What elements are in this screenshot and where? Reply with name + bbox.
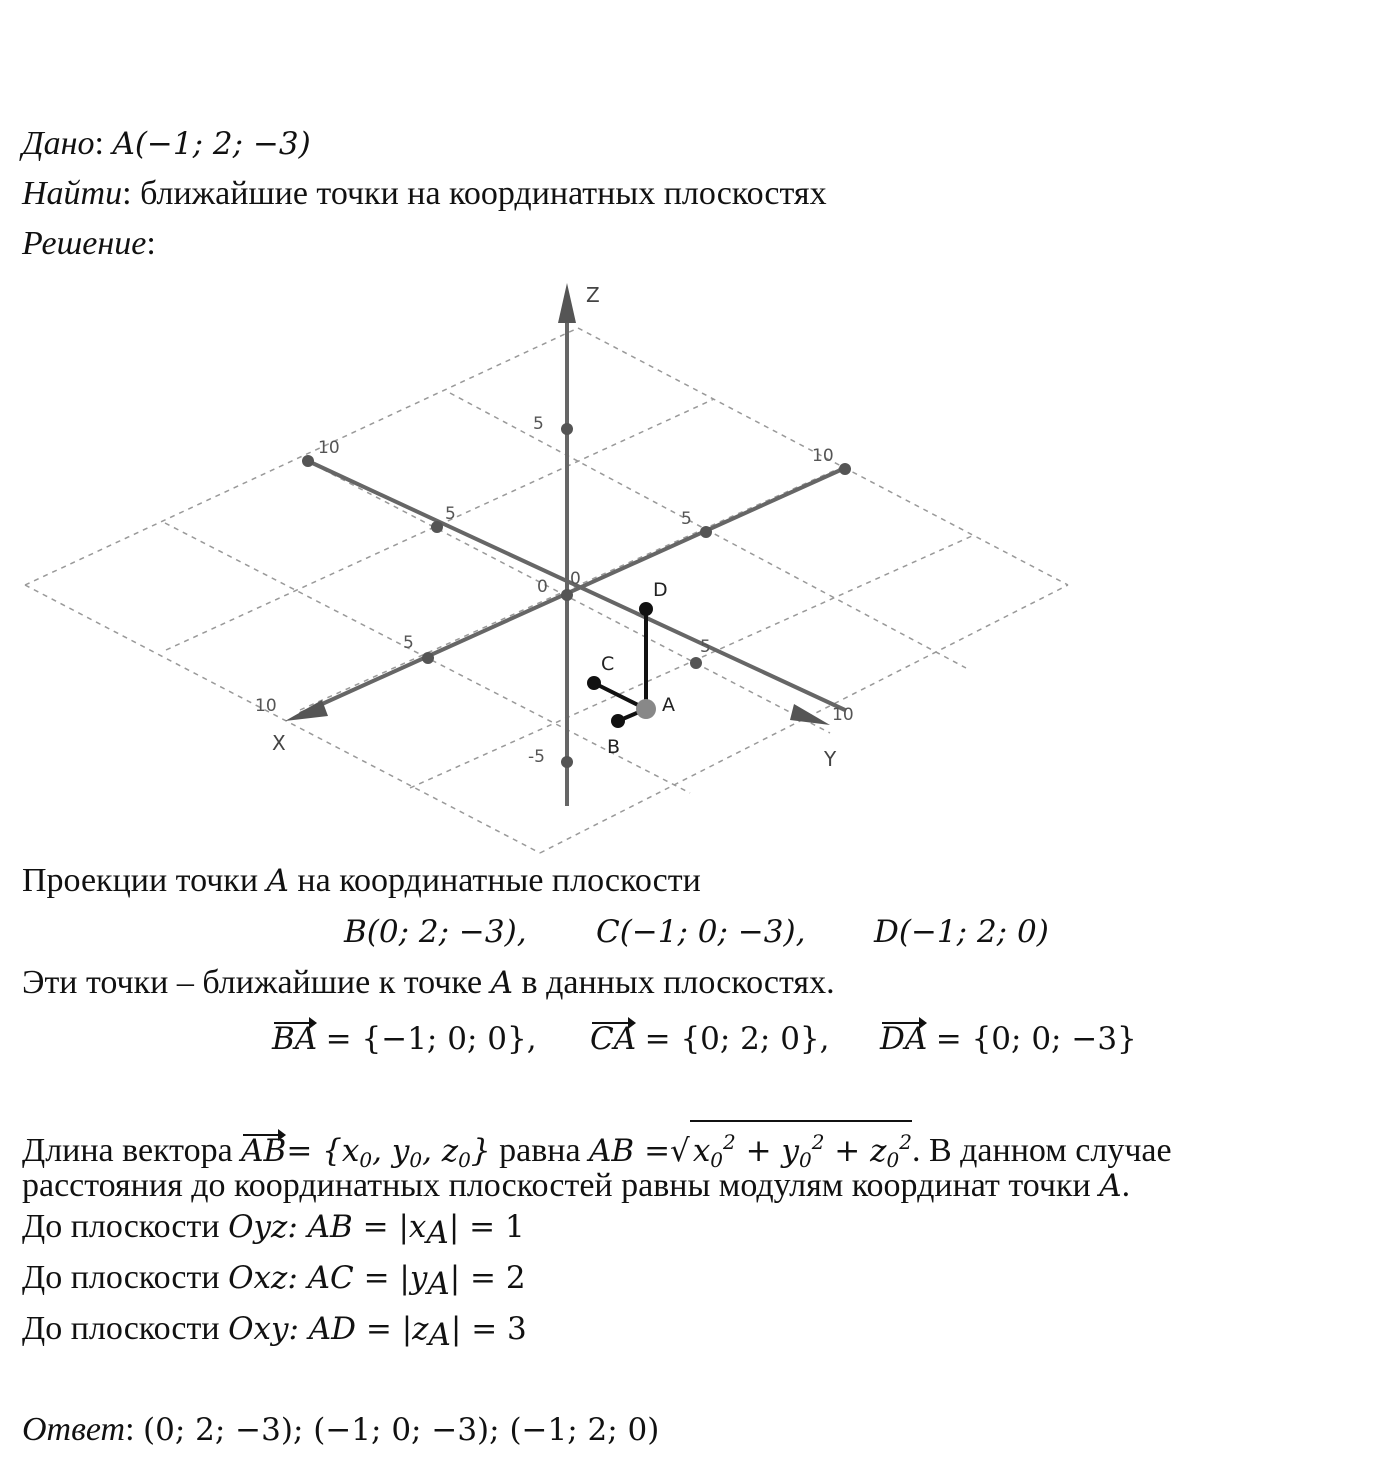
length-line2-point: A xyxy=(1099,1168,1122,1204)
projections-intro xyxy=(22,861,701,901)
point-d xyxy=(639,602,653,616)
axis-label-x: X xyxy=(272,731,286,755)
axis-label-y: Y xyxy=(824,747,837,771)
distance-sub: A xyxy=(426,1215,449,1251)
given-label: Дано xyxy=(22,125,95,162)
axis-label-z: Z xyxy=(586,283,600,307)
vector-ca-value: = {0; 2; 0}, xyxy=(644,1021,830,1057)
tick-label: 0 xyxy=(570,569,581,589)
y-arrow xyxy=(790,704,830,725)
projections-intro-prefix: Проекции точки xyxy=(22,862,259,899)
vector-ba xyxy=(272,1019,537,1059)
tick-label: 5 xyxy=(403,633,414,653)
tick-labels xyxy=(255,414,854,767)
distance-prefix: До плоскости xyxy=(22,1259,220,1296)
find-value: ближайшие точки на координатных плоскостях xyxy=(140,175,827,212)
distance-sub: A xyxy=(427,1266,450,1302)
answer-label: Ответ xyxy=(22,1411,126,1448)
answer-line: Ответ: (0; 2; −3); (−1; 0; −3); (−1; 2; 0) xyxy=(22,1411,660,1448)
axis-labels xyxy=(272,283,837,771)
answer-value: (0; 2; −3); (−1; 0; −3); (−1; 2; 0) xyxy=(143,1412,660,1448)
vector-da-name: DA xyxy=(880,1021,928,1057)
point-label-b: B xyxy=(607,736,621,758)
find-line: Найти: ближайшие точки на координатных плоскостях xyxy=(22,175,827,212)
point-label-c: C xyxy=(601,653,615,675)
distance-expr: : AB = |x xyxy=(287,1209,427,1245)
length-line-2 xyxy=(22,1166,1130,1206)
nearest-line xyxy=(22,963,835,1003)
nearest-prefix: Эти точки – ближайшие к точке xyxy=(22,964,483,1001)
given-line: Дано: A(−1; 2; −3) xyxy=(22,125,311,162)
length-text3: . В данном случае xyxy=(911,1132,1172,1169)
root-x: x xyxy=(692,1133,711,1169)
root-z: + z xyxy=(834,1133,887,1169)
z-arrow xyxy=(558,283,576,323)
tick-points xyxy=(302,423,851,768)
tick-label: 0 xyxy=(537,577,548,597)
distance-plane: Oxz xyxy=(228,1260,288,1296)
point-labels xyxy=(601,579,675,758)
distance-expr: : AC = |y xyxy=(287,1260,428,1296)
sup-index: 2 xyxy=(899,1130,912,1154)
vector-ca xyxy=(590,1019,830,1059)
projections-intro-point: A xyxy=(266,863,289,899)
sub-index: 0 xyxy=(409,1148,423,1172)
coordinate-diagram xyxy=(0,278,1100,858)
tick-label: 10 xyxy=(318,438,340,458)
sup-index: 2 xyxy=(723,1130,736,1154)
length-eq: = {x xyxy=(286,1133,360,1169)
sub-index: 0 xyxy=(886,1148,900,1172)
vector-da-value: = {0; 0; −3} xyxy=(935,1021,1137,1057)
tick-label: 10 xyxy=(255,696,277,716)
length-z: , z xyxy=(422,1133,459,1169)
distance-rest: | = 1 xyxy=(448,1209,525,1245)
root-y: + y xyxy=(745,1133,799,1169)
nearest-suffix: в данных плоскостях. xyxy=(521,964,835,1001)
distance-plane: Oxy xyxy=(228,1311,289,1347)
distance-oyz xyxy=(22,1207,525,1253)
vector-ba-name: BA xyxy=(272,1021,318,1057)
vector-da xyxy=(880,1019,1137,1059)
length-line2-prefix: расстояния до координатных плоскостей равны модулям координат точки xyxy=(22,1167,1091,1204)
distance-sub: A xyxy=(428,1317,451,1353)
length-vector: AB xyxy=(241,1133,287,1169)
tick-label: 5 xyxy=(445,504,456,524)
sub-index: 0 xyxy=(359,1148,373,1172)
length-text2: равна xyxy=(499,1132,581,1169)
tick-label: 5 xyxy=(700,637,711,657)
length-ab: AB = xyxy=(589,1133,671,1169)
point-label-a: A xyxy=(662,694,675,716)
vector-ca-name: CA xyxy=(590,1021,637,1057)
sub-index: 0 xyxy=(798,1148,812,1172)
distance-rest: | = 3 xyxy=(450,1311,527,1347)
distance-oxy xyxy=(22,1309,527,1355)
vector-ba-value: = {−1; 0; 0}, xyxy=(325,1021,537,1057)
point-b xyxy=(611,714,625,728)
tick-label: 10 xyxy=(812,446,834,466)
length-line2-end: . xyxy=(1121,1167,1131,1204)
axis-lines xyxy=(300,303,845,806)
tick-label: 5 xyxy=(533,414,544,434)
point-c xyxy=(587,676,601,690)
sup-index: 2 xyxy=(811,1130,825,1154)
length-y: , y xyxy=(372,1133,410,1169)
projection-b: B(0; 2; −3), xyxy=(344,914,527,950)
projection-c: C(−1; 0; −3), xyxy=(596,914,806,950)
distance-prefix: До плоскости xyxy=(22,1310,220,1347)
distance-rest: | = 2 xyxy=(449,1260,526,1296)
tick-label: 5 xyxy=(681,509,692,529)
distance-plane: Oyz xyxy=(228,1209,288,1245)
point-a xyxy=(636,699,656,719)
tick-label: 10 xyxy=(832,705,854,725)
length-close: } xyxy=(470,1133,491,1169)
projection-d: D(−1; 2; 0) xyxy=(874,914,1049,950)
point-label-d: D xyxy=(653,579,668,601)
find-label: Найти xyxy=(22,175,123,212)
tick-label: -5 xyxy=(528,747,545,767)
sub-index: 0 xyxy=(458,1148,471,1172)
solution-label: Решение xyxy=(22,225,147,262)
solution-line: Решение: xyxy=(22,225,156,262)
nearest-point: A xyxy=(490,965,514,1001)
given-value: A(−1; 2; −3) xyxy=(112,126,311,162)
length-line: Длина вектора $AB= \{x_0$, $y_0$, $z_0$} равна AB $=√x_0^2 + y_0^2 + z_0^2$. В данном случае xyxy=(22,1120,1172,1180)
distance-prefix: До плоскости xyxy=(22,1208,220,1245)
x-arrow xyxy=(285,700,328,721)
projections-intro-suffix: на координатные плоскости xyxy=(297,862,701,899)
sub-index: 0 xyxy=(710,1148,724,1172)
length-text: Длина вектора xyxy=(22,1132,233,1169)
distance-oxz xyxy=(22,1258,526,1304)
distance-expr: : AD = |z xyxy=(288,1311,429,1347)
